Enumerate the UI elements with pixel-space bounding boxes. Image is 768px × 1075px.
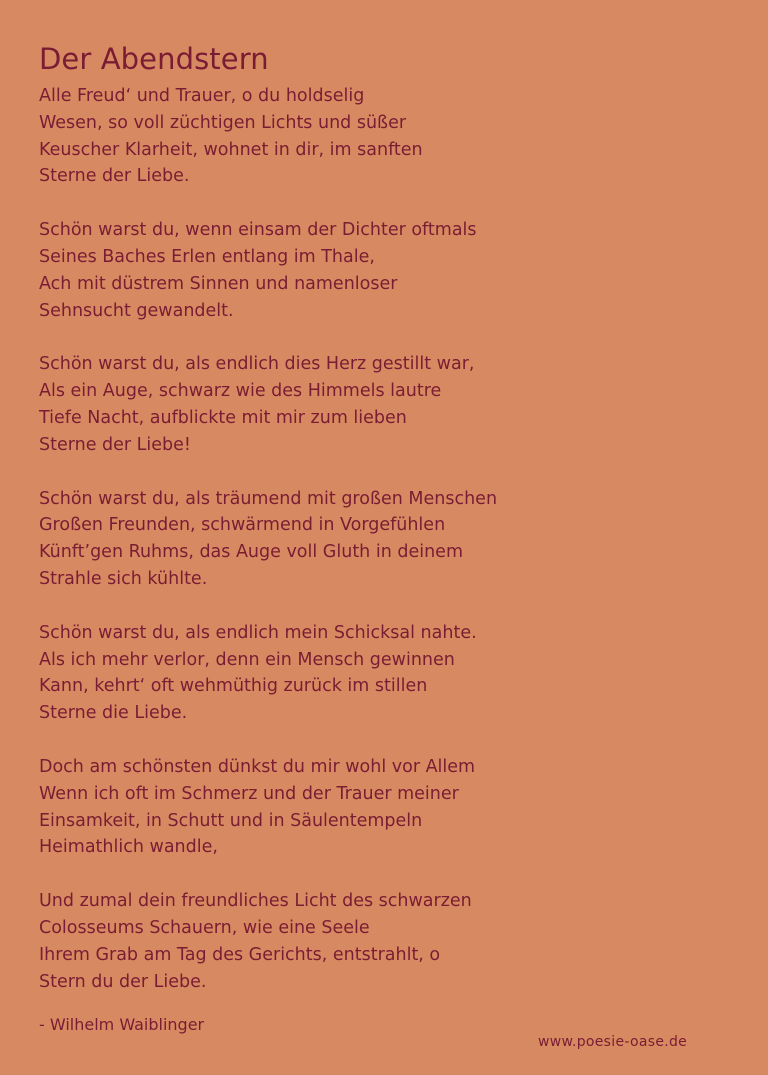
poem-line: Keuscher Klarheit, wohnet in dir, im sanften: [39, 139, 423, 160]
poem-line: Künft’gen Ruhms, das Auge voll Gluth in deinem: [39, 542, 463, 563]
poem-line: Alle Freud‘ und Trauer, o du holdselig: [39, 86, 365, 106]
poem-line: Seines Baches Erlen entlang im Thale,: [39, 246, 375, 267]
poem-line: Tiefe Nacht, aufblickte mit mir zum lieben: [39, 407, 407, 428]
poem-line: Als ein Auge, schwarz wie des Himmels lautre: [39, 381, 442, 402]
poem-line: Schön warst du, wenn einsam der Dichter oftmals: [39, 220, 477, 241]
poem-title: Der Abendstern: [39, 42, 269, 76]
stanza-3: [39, 351, 729, 458]
stanza-2: [39, 217, 729, 324]
poem-line: Schön warst du, als endlich mein Schicksal nahte.: [39, 622, 477, 643]
poem-line: Sterne der Liebe.: [39, 166, 190, 187]
poem-line: Und zumal dein freundliches Licht des schwarzen: [39, 891, 472, 912]
stanza-4: [39, 486, 729, 593]
poem-line: Stern du der Liebe.: [39, 971, 207, 992]
stanza-7: [39, 888, 729, 995]
poem-line: Sterne der Liebe!: [39, 434, 191, 455]
poem-line: Einsamkeit, in Schutt und in Säulentempeln: [39, 810, 423, 831]
poem-line: Strahle sich kühlte.: [39, 568, 208, 589]
poem-line: Sterne die Liebe.: [39, 703, 188, 724]
poem-line: Wesen, so voll züchtigen Lichts und süßer: [39, 112, 407, 133]
stanza-6: [39, 754, 729, 861]
poem-line: Colosseums Schauern, wie eine Seele: [39, 917, 370, 938]
poem-line: Sehnsucht gewandelt.: [39, 300, 234, 321]
stanza-1: [39, 83, 729, 190]
poem-line: Heimathlich wandle,: [39, 837, 218, 858]
poem-line: Wenn ich oft im Schmerz und der Trauer meiner: [39, 783, 459, 804]
poem-line: Kann, kehrt‘ oft wehmüthig zurück im stillen: [39, 676, 428, 697]
poem-container: [39, 38, 729, 1022]
poem-line: Großen Freunden, schwärmend in Vorgefühlen: [39, 515, 446, 536]
poem-line: Schön warst du, als endlich dies Herz gestillt war,: [39, 354, 475, 375]
poem-line: Ihrem Grab am Tag des Gerichts, entstrahlt, o: [39, 944, 441, 965]
website-credit: www.poesie-oase.de: [538, 1034, 688, 1050]
poem-line: Schön warst du, als träumend mit großen Menschen: [39, 488, 498, 509]
poem-line: Als ich mehr verlor, denn ein Mensch gewinnen: [39, 649, 455, 670]
poem-line: Ach mit düstrem Sinnen und namenloser: [39, 273, 398, 294]
stanza-5: [39, 620, 729, 727]
poem-line: Doch am schönsten dünkst du mir wohl vor Allem: [39, 756, 476, 777]
poem-author: - Wilhelm Waiblinger: [39, 1015, 205, 1034]
